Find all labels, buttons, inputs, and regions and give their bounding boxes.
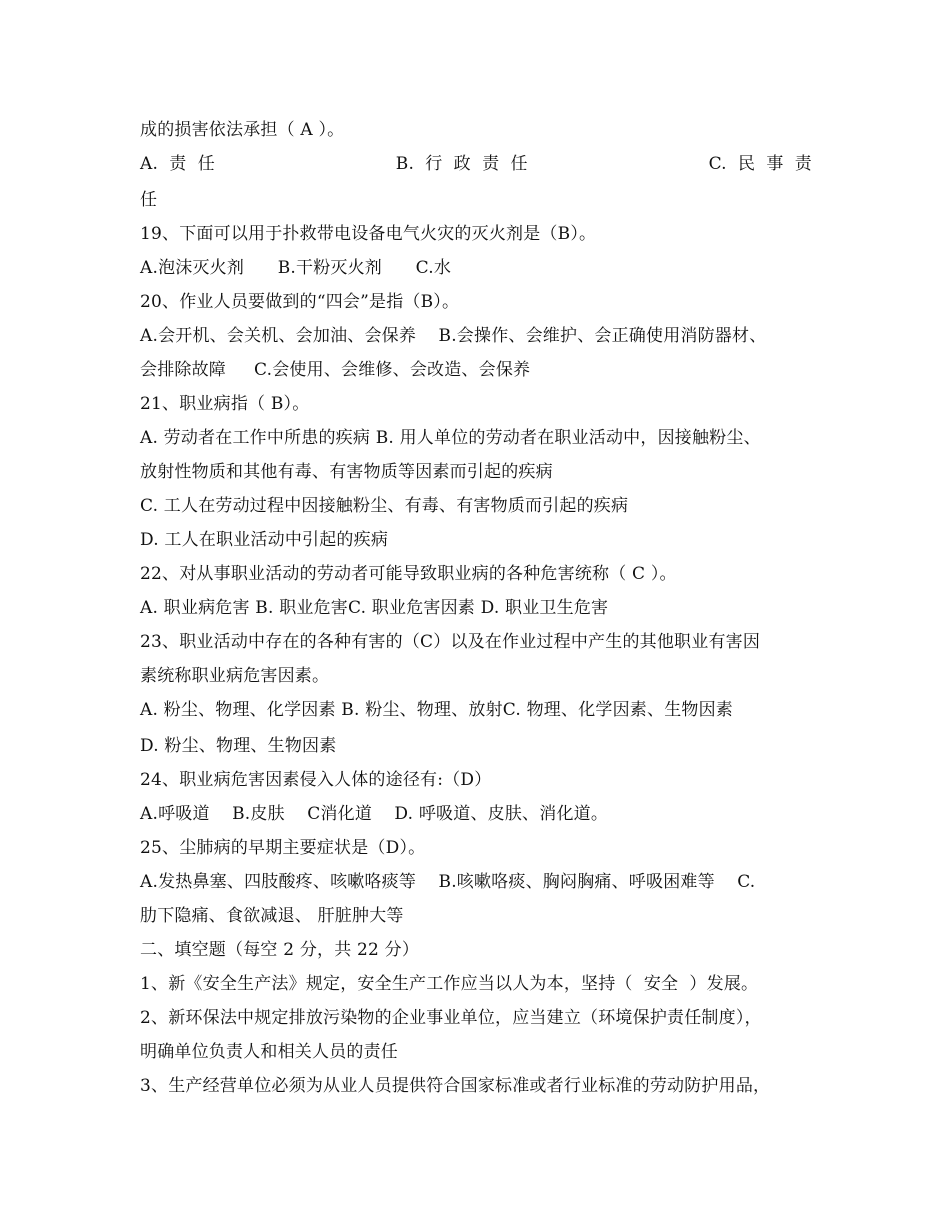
answer-options-line: A.发热鼻塞、四肢酸疼、咳嗽咯痰等 B.咳嗽咯痰、胸闷胸痛、呼吸困难等 C. xyxy=(140,872,756,892)
text-line: 任 xyxy=(140,190,158,210)
section-heading: 二、填空题（每空 2 分，共 22 分） xyxy=(140,940,420,960)
answer-options-line: A. 粉尘、物理、化学因素 B. 粉尘、物理、放射C. 物理、化学因素、生物因素 xyxy=(140,700,733,720)
question-line: 25、尘肺病的早期主要症状是（D）。 xyxy=(140,838,426,858)
option-c: C. 民 事 责 xyxy=(708,154,812,174)
answer-options-line: 会排除故障 C.会使用、会维修、会改造、会保养 xyxy=(140,360,531,380)
text-line: 成的损害依法承担（ A ）。 xyxy=(140,120,345,140)
question-line: 21、职业病指（ B）。 xyxy=(140,394,310,414)
question-line: 24、职业病危害因素侵入人体的途径有:（D） xyxy=(140,770,492,790)
option-a: A. 责 任 xyxy=(140,154,215,174)
answer-options-line: A. 劳动者在工作中所患的疾病 B. 用人单位的劳动者在职业活动中，因接触粉尘、 xyxy=(140,428,761,448)
question-line: 素统称职业病危害因素。 xyxy=(140,666,330,686)
answer-options-line: A. 职业病危害 B. 职业危害C. 职业危害因素 D. 职业卫生危害 xyxy=(140,598,609,618)
question-line: 20、作业人员要做到的“四会”是指（B）。 xyxy=(140,292,460,312)
question-line: 19、下面可以用于扑救带电设备电气火灾的灭火剂是（B）。 xyxy=(140,224,597,244)
answer-options-line: D. 工人在职业活动中引起的疾病 xyxy=(140,530,389,550)
answer-options-line: A.呼吸道 B.皮肤 C消化道 D. 呼吸道、皮肤、消化道。 xyxy=(140,804,609,824)
answer-options-line: C. 工人在劳动过程中因接触粉尘、有毒、有害物质而引起的疾病 xyxy=(140,496,629,516)
answer-options-line: A.泡沫灭火剂 B.干粉灭火剂 C.水 xyxy=(140,258,452,278)
answer-options-line: 放射性物质和其他有毒、有害物质等因素而引起的疾病 xyxy=(140,462,553,482)
answer-options-line: 肋下隐痛、食欲减退、 肝脏肿大等 xyxy=(140,906,404,926)
question-line: 明确单位负责人和相关人员的责任 xyxy=(140,1042,398,1062)
option-b: B. 行 政 责 任 xyxy=(395,154,528,174)
answer-options-line xyxy=(140,152,812,176)
question-line: 2、新环保法中规定排放污染物的企业事业单位，应当建立（环境保护责任制度）， xyxy=(140,1008,762,1028)
answer-options-line: D. 粉尘、物理、生物因素 xyxy=(140,736,337,756)
question-line: 1、新《安全生产法》规定，安全生产工作应当以人为本，坚持（ 安全 ）发展。 xyxy=(140,974,759,994)
answer-options-line: A.会开机、会关机、会加油、会保养 B.会操作、会维护、会正确使用消防器材、 xyxy=(140,326,767,346)
question-line: 3、生产经营单位必须为从业人员提供符合国家标准或者行业标准的劳动防护用品， xyxy=(140,1076,771,1096)
question-line: 23、职业活动中存在的各种有害的（C）以及在作业过程中产生的其他职业有害因 xyxy=(140,632,761,652)
question-line: 22、对从事职业活动的劳动者可能导致职业病的各种危害统称（ C ）。 xyxy=(140,564,677,584)
